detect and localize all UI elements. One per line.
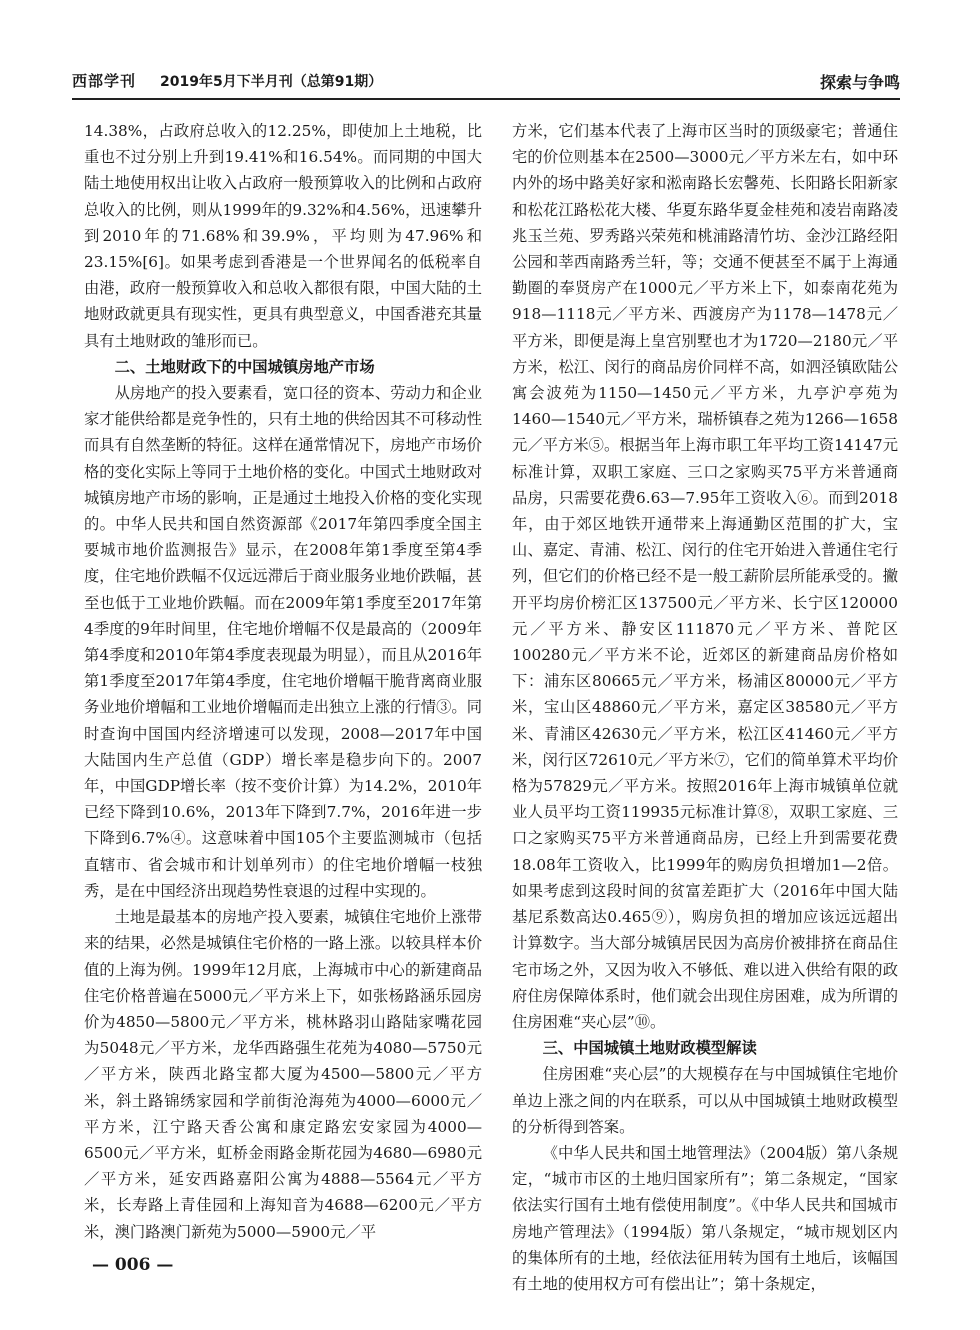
page-number: — 006 —: [92, 1255, 174, 1275]
issue-info: 2019年5月下半月刊（总第91期）: [160, 74, 383, 90]
section-heading: 三、中国城镇土地财政模型解读: [542, 1039, 757, 1058]
section-heading: 二、土地财政下的中国城镇房地产市场: [114, 357, 375, 376]
paragraph: 方米，它们基本代表了上海市区当时的顶级豪宅；普通住宅的价位则基本在2500—3000元／平方米左右，如中环内外的场中路美好家和淞南路长宏馨苑、长阳路长阳新家和松花江路松花大楼、华夏东路华夏金桂苑和凌岩南路凌兆玉兰苑、罗秀路兴荣苑和桃浦路清竹坊、金沙江路经阳公园和莘西南路秀兰轩，等；交通不便甚至不属于上海通勤圈的奉贤房产在1000元／平方米上下，如泰南花苑为918—1118元／平方米、西渡房产为1178—1478元／平方米，即便是海上皇宫别墅也才为1720—2180元／平方米，松江、闵行的商品房价同样不高，如泗泾镇欧陆公寓会波苑为1150—1450元／平方米，九亭沪亭苑为1460—1540元／平方米，瑞桥镇春之苑为1266—1658元／平方米⑤。根据当年上海市职工年平均工资14147元标准计算，双职工家庭、三口之家购买75平方米普通商品房，只需要花费6.63—7.95年工资收入⑥。而到2018年，由于郊区地铁开通带来上海通勤区范围的扩大，宝山、嘉定、青浦、松江、闵行的住宅开始进入普通住宅行列，但它们的价格已经不是一般工薪阶层所能承受的。撇开平均房价榜汇区137500元／平方米、长宁区120000元／平方米、静安区111870元／平方米、普陀区100280元／平方米不论，近郊区的新建商品房价格如下：浦东区80665元／平方米，杨浦区80000元／平方米，宝山区48860元／平方米，嘉定区38580元／平方米、青浦区42630元／平方米，松江区41460元／平方米，闵行区72610元／平方米⑦，它们的简单算术平均价格为57829元／平方米。按照2016年上海市城镇单位就业人员平均工资119935元标准计算⑧，双职工家庭、三口之家购买75平方米普通商品房，已经上升到需要花费18.08年工资收入，比1999年的购房负担增加1—2倍。如果考虑到这段时间的贫富差距扩大（2016年中国大陆基尼系数高达0.465⑨），购房负担的增加应该远远超出计算数字。当大部分城镇居民因为高房价被排挤在商品住宅市场之外，又因为收入不够低、难以进入供给有限的政府住房保障体系时，他们就会出现住房困难，成为所谓的住房困难“夹心层”⑩。: [512, 122, 898, 1031]
section-title: 探索与争鸣: [819, 73, 900, 92]
page-header: [72, 70, 900, 96]
paragraph: 土地是最基本的房地产投入要素，城镇住宅地价上涨带来的结果，必然是城镇住宅价格的一路上涨。以较具样本价值的上海为例。1999年12月底，上海城市中心的新建商品住宅价格普遍在5000元／平方米上下，如张杨路涵乐园房价为4850—5800元／平方米，桃林路羽山路陆家嘴花园为5048元／平方米，龙华西路强生花苑为4080—5750元／平方米，陕西北路宝都大厦为4500—5800元／平方米，斜土路锦绣家园和学前街沧海苑为4000—6000元／平方米，江宁路天香公寓和康定路宏安家园为4000—6500元／平方米，虹桥金雨路金斯花园为4680—6980元／平方米，延安西路嘉阳公寓为4888—5564元／平方米，长寿路上青佳园和上海知音为4688—6200元／平方米，澳门路澳门新苑为5000—5900元／平: [84, 908, 482, 1241]
paragraph: 《中华人民共和国土地管理法》（2004版）第八条规定，“城市市区的土地归国家所有”；第二条规定，“国家依法实行国有土地有偿使用制度”。《中华人民共和国城市房地产管理法》（1994版）第八条规定，“城市规划区内的集体所有的土地，经依法征用转为国有土地后，该幅国有土地的使用权方可有偿出让”；第十条规定，: [512, 1143, 898, 1293]
right-column: [512, 118, 898, 1297]
paragraph: 从房地产的投入要素看，宽口径的资本、劳动力和企业家才能供给都是竞争性的，只有土地的供给因其不可移动性而具有自然垄断的特征。这样在通常情况下，房地产市场价格的变化实际上等同于土地价格的变化。中国式土地财政对城镇房地产市场的影响，正是通过土地投入价格的变化实现的。中华人民共和国自然资源部《2017年第四季度全国主要城市地价监测报告》显示，在2008年第1季度至第4季度，住宅地价跌幅不仅远远滞后于商业服务业地价跌幅，甚至也低于工业地价跌幅。而在2009年第1季度至2017年第4季度的9年时间里，住宅地价增幅不仅是最高的（2009年第4季度和2010年第4季度表现最为明显），而且从2016年第1季度至2017年第4季度，住宅地价增幅干脆背离商业服务业地价增幅和工业地价增幅而走出独立上涨的行情③。同时查询中国国内经济增速可以发现，2008—2017年中国大陆国内生产总值（GDP）增长率是稳步向下的。2007年，中国GDP增长率（按不变价计算）为14.2%，2010年已经下降到10.6%，2013年下降到7.7%，2016年进一步下降到6.7%④。这意味着中国105个主要监测城市（包括直辖市、省会城市和计划单列市）的住宅地价增幅一枝独秀，是在中国经济出现趋势性衰退的过程中实现的。: [84, 384, 482, 900]
paragraph: 住房困难“夹心层”的大规模存在与中国城镇住宅地价单边上涨之间的内在联系，可以从中国城镇土地财政模型的分析得到答案。: [512, 1065, 898, 1136]
header-rule: [72, 98, 900, 100]
paragraph: 14.38%，占政府总收入的12.25%，即使加上土地税，比重也不过分别上升到19.41%和16.54%。而同期的中国大陆土地使用权出让收入占政府一般预算收入的比例和占政府总收入的比例，则从1999年的9.32%和4.56%，迅速攀升到2010年的71.68%和39.9%，平均则为47.96%和23.15%[6]。如果考虑到香港是一个世界闻名的低税率自由港，政府一般预算收入和总收入都很有限，中国大陆的土地财政就更具有现实性，更具有典型意义，中国香港充其量具有土地财政的雏形而已。: [84, 122, 482, 350]
journal-masthead: 西部学刊: [72, 72, 137, 90]
left-column: [84, 118, 482, 1245]
